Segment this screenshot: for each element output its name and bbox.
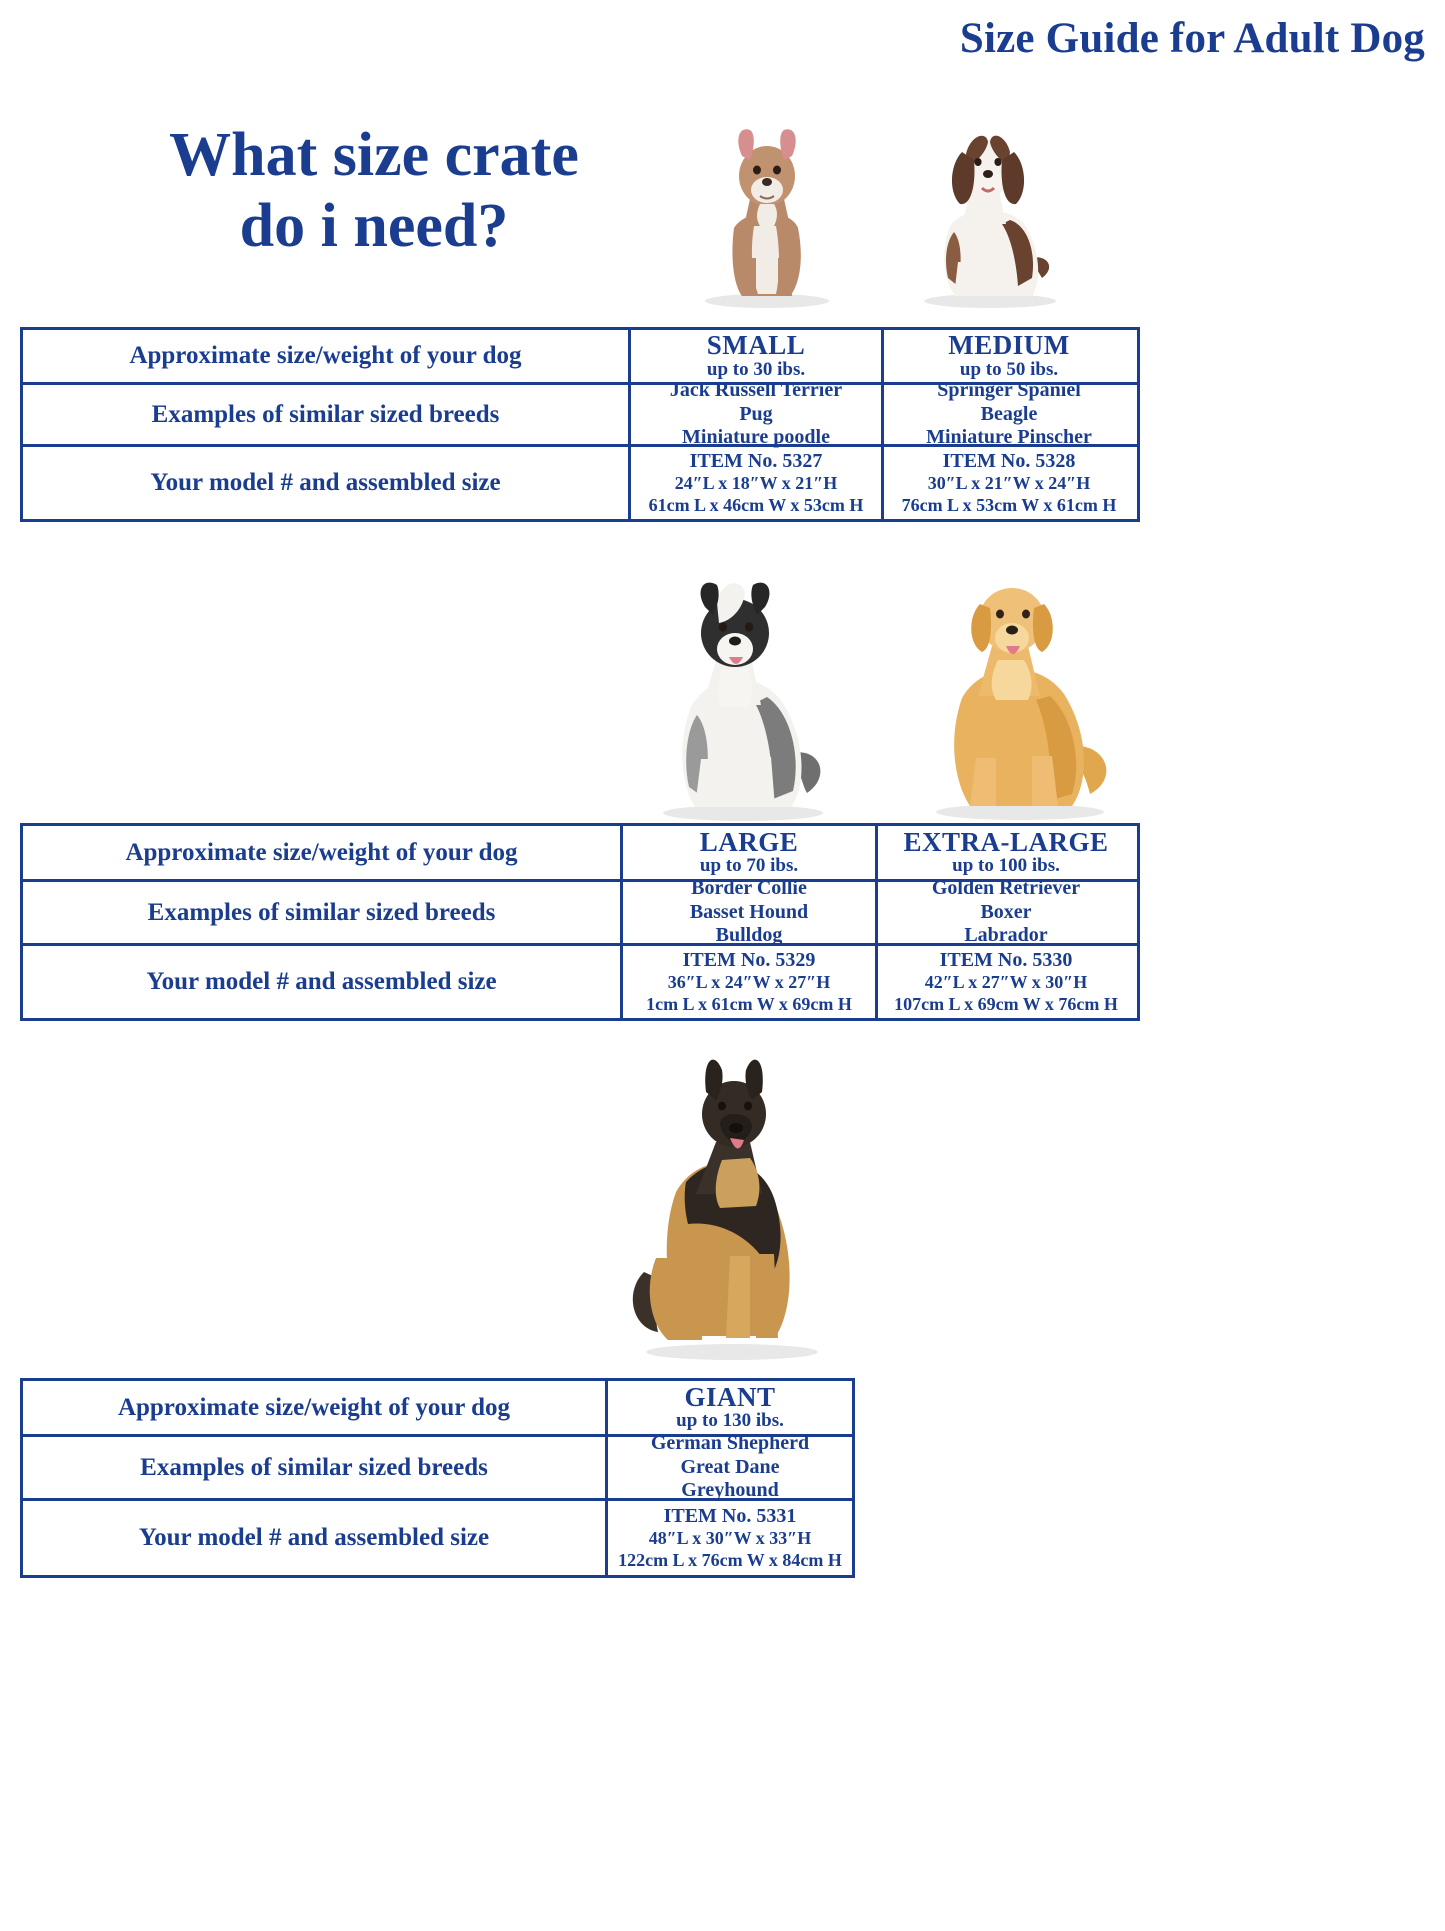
model-cell-extra-large (878, 946, 1134, 1018)
breed-name: Pug (739, 402, 773, 425)
hero-question-line-2: do i need? (239, 192, 509, 261)
breed-name: Greyhound (681, 1479, 779, 1502)
size-cell-extra-large (878, 826, 1134, 879)
size-name: EXTRA-LARGE (903, 826, 1109, 857)
breed-name: Golden Retriever (931, 877, 1081, 900)
size-table-giant (20, 1378, 855, 1578)
table-row (23, 826, 1137, 882)
breeds-cell-medium (884, 379, 1134, 449)
size-table-large-extra-large (20, 823, 1140, 1021)
size-weight: up to 30 ibs. (706, 358, 806, 380)
table-row (23, 946, 1137, 1018)
row-label-breeds: Examples of similar sized breeds (23, 1437, 608, 1498)
dog-image-giant (610, 1042, 860, 1362)
row-label-size-weight: Approximate size/weight of your dog (23, 826, 623, 879)
breed-name: Bulldog (715, 924, 783, 947)
dog-image-medium (890, 108, 1090, 308)
hero-question-line-1: What size crate (169, 121, 579, 189)
table-row (23, 379, 1137, 449)
breeds-cell-large (623, 877, 878, 947)
breed-name: Border Collie (691, 877, 807, 900)
size-name: GIANT (684, 1381, 776, 1412)
dimensions-cm: 122cm L x 76cm W x 84cm H (618, 1550, 842, 1570)
size-cell-medium (884, 330, 1134, 382)
breed-name: Beagle (980, 402, 1038, 425)
dimensions-inches: 24″L x 18″W x 21″H (674, 473, 838, 494)
dog-image-small (672, 108, 862, 308)
table-row (23, 330, 1137, 385)
size-weight: up to 130 ibs. (676, 1410, 784, 1432)
breeds-cell-small (631, 379, 884, 449)
breed-name: Basset Hound (689, 900, 809, 923)
item-number: ITEM No. 5331 (663, 1505, 797, 1528)
size-weight: up to 50 ibs. (959, 358, 1059, 380)
breed-name: German Shepherd (650, 1432, 810, 1455)
breed-name: Labrador (964, 924, 1048, 947)
dimensions-inches: 48″L x 30″W x 33″H (648, 1528, 812, 1549)
size-weight: up to 70 ibs. (699, 855, 799, 877)
dimensions-cm: 61cm L x 46cm W x 53cm H (648, 495, 864, 515)
size-cell-large (623, 826, 878, 879)
breed-name: Springer Spaniel (937, 379, 1081, 402)
dog-image-large (625, 557, 865, 822)
item-number: ITEM No. 5329 (682, 949, 816, 972)
breeds-cell-giant (608, 1432, 852, 1502)
row-label-breeds: Examples of similar sized breeds (23, 385, 631, 444)
breed-name: Great Dane (680, 1455, 780, 1478)
hero-question (64, 120, 684, 263)
table-row (23, 1381, 852, 1437)
item-number: ITEM No. 5328 (942, 450, 1076, 473)
table-row (23, 1432, 852, 1502)
page-title: Size Guide for Adult Dog (959, 15, 1425, 62)
size-name: LARGE (699, 826, 799, 857)
size-name: SMALL (706, 330, 806, 361)
model-cell-medium (884, 447, 1134, 519)
row-label-size-weight: Approximate size/weight of your dog (23, 1381, 608, 1434)
table-row (23, 447, 1137, 519)
breed-name: Miniature Pinscher (926, 426, 1092, 449)
table-row (23, 877, 1137, 947)
dimensions-cm: 76cm L x 53cm W x 61cm H (901, 495, 1117, 515)
model-cell-small (631, 447, 884, 519)
breed-name: Miniature poodle (682, 426, 830, 449)
row-label-model: Your model # and assembled size (23, 1501, 608, 1575)
model-cell-giant (608, 1501, 852, 1575)
breeds-cell-extra-large (878, 877, 1134, 947)
breed-name: Boxer (980, 900, 1032, 923)
row-label-size-weight: Approximate size/weight of your dog (23, 330, 631, 382)
breed-name: Jack Russell Terrier (669, 379, 843, 402)
item-number: ITEM No. 5327 (689, 450, 823, 473)
dimensions-cm: 1cm L x 61cm W x 69cm H (646, 994, 852, 1014)
size-name: MEDIUM (948, 330, 1070, 361)
size-cell-giant (608, 1381, 852, 1434)
row-label-model: Your model # and assembled size (23, 447, 631, 519)
dimensions-inches: 30″L x 21″W x 24″H (927, 473, 1091, 494)
dimensions-inches: 36″L x 24″W x 27″H (667, 972, 831, 993)
row-label-model: Your model # and assembled size (23, 946, 623, 1018)
size-weight: up to 100 ibs. (952, 855, 1060, 877)
size-cell-small (631, 330, 884, 382)
dimensions-cm: 107cm L x 69cm W x 76cm H (894, 994, 1118, 1014)
row-label-breeds: Examples of similar sized breeds (23, 882, 623, 943)
size-table-small-medium (20, 327, 1140, 522)
dimensions-inches: 42″L x 27″W x 30″H (924, 972, 1088, 993)
model-cell-large (623, 946, 878, 1018)
item-number: ITEM No. 5330 (939, 949, 1073, 972)
table-row (23, 1501, 852, 1575)
dog-image-extra-large (900, 550, 1145, 822)
